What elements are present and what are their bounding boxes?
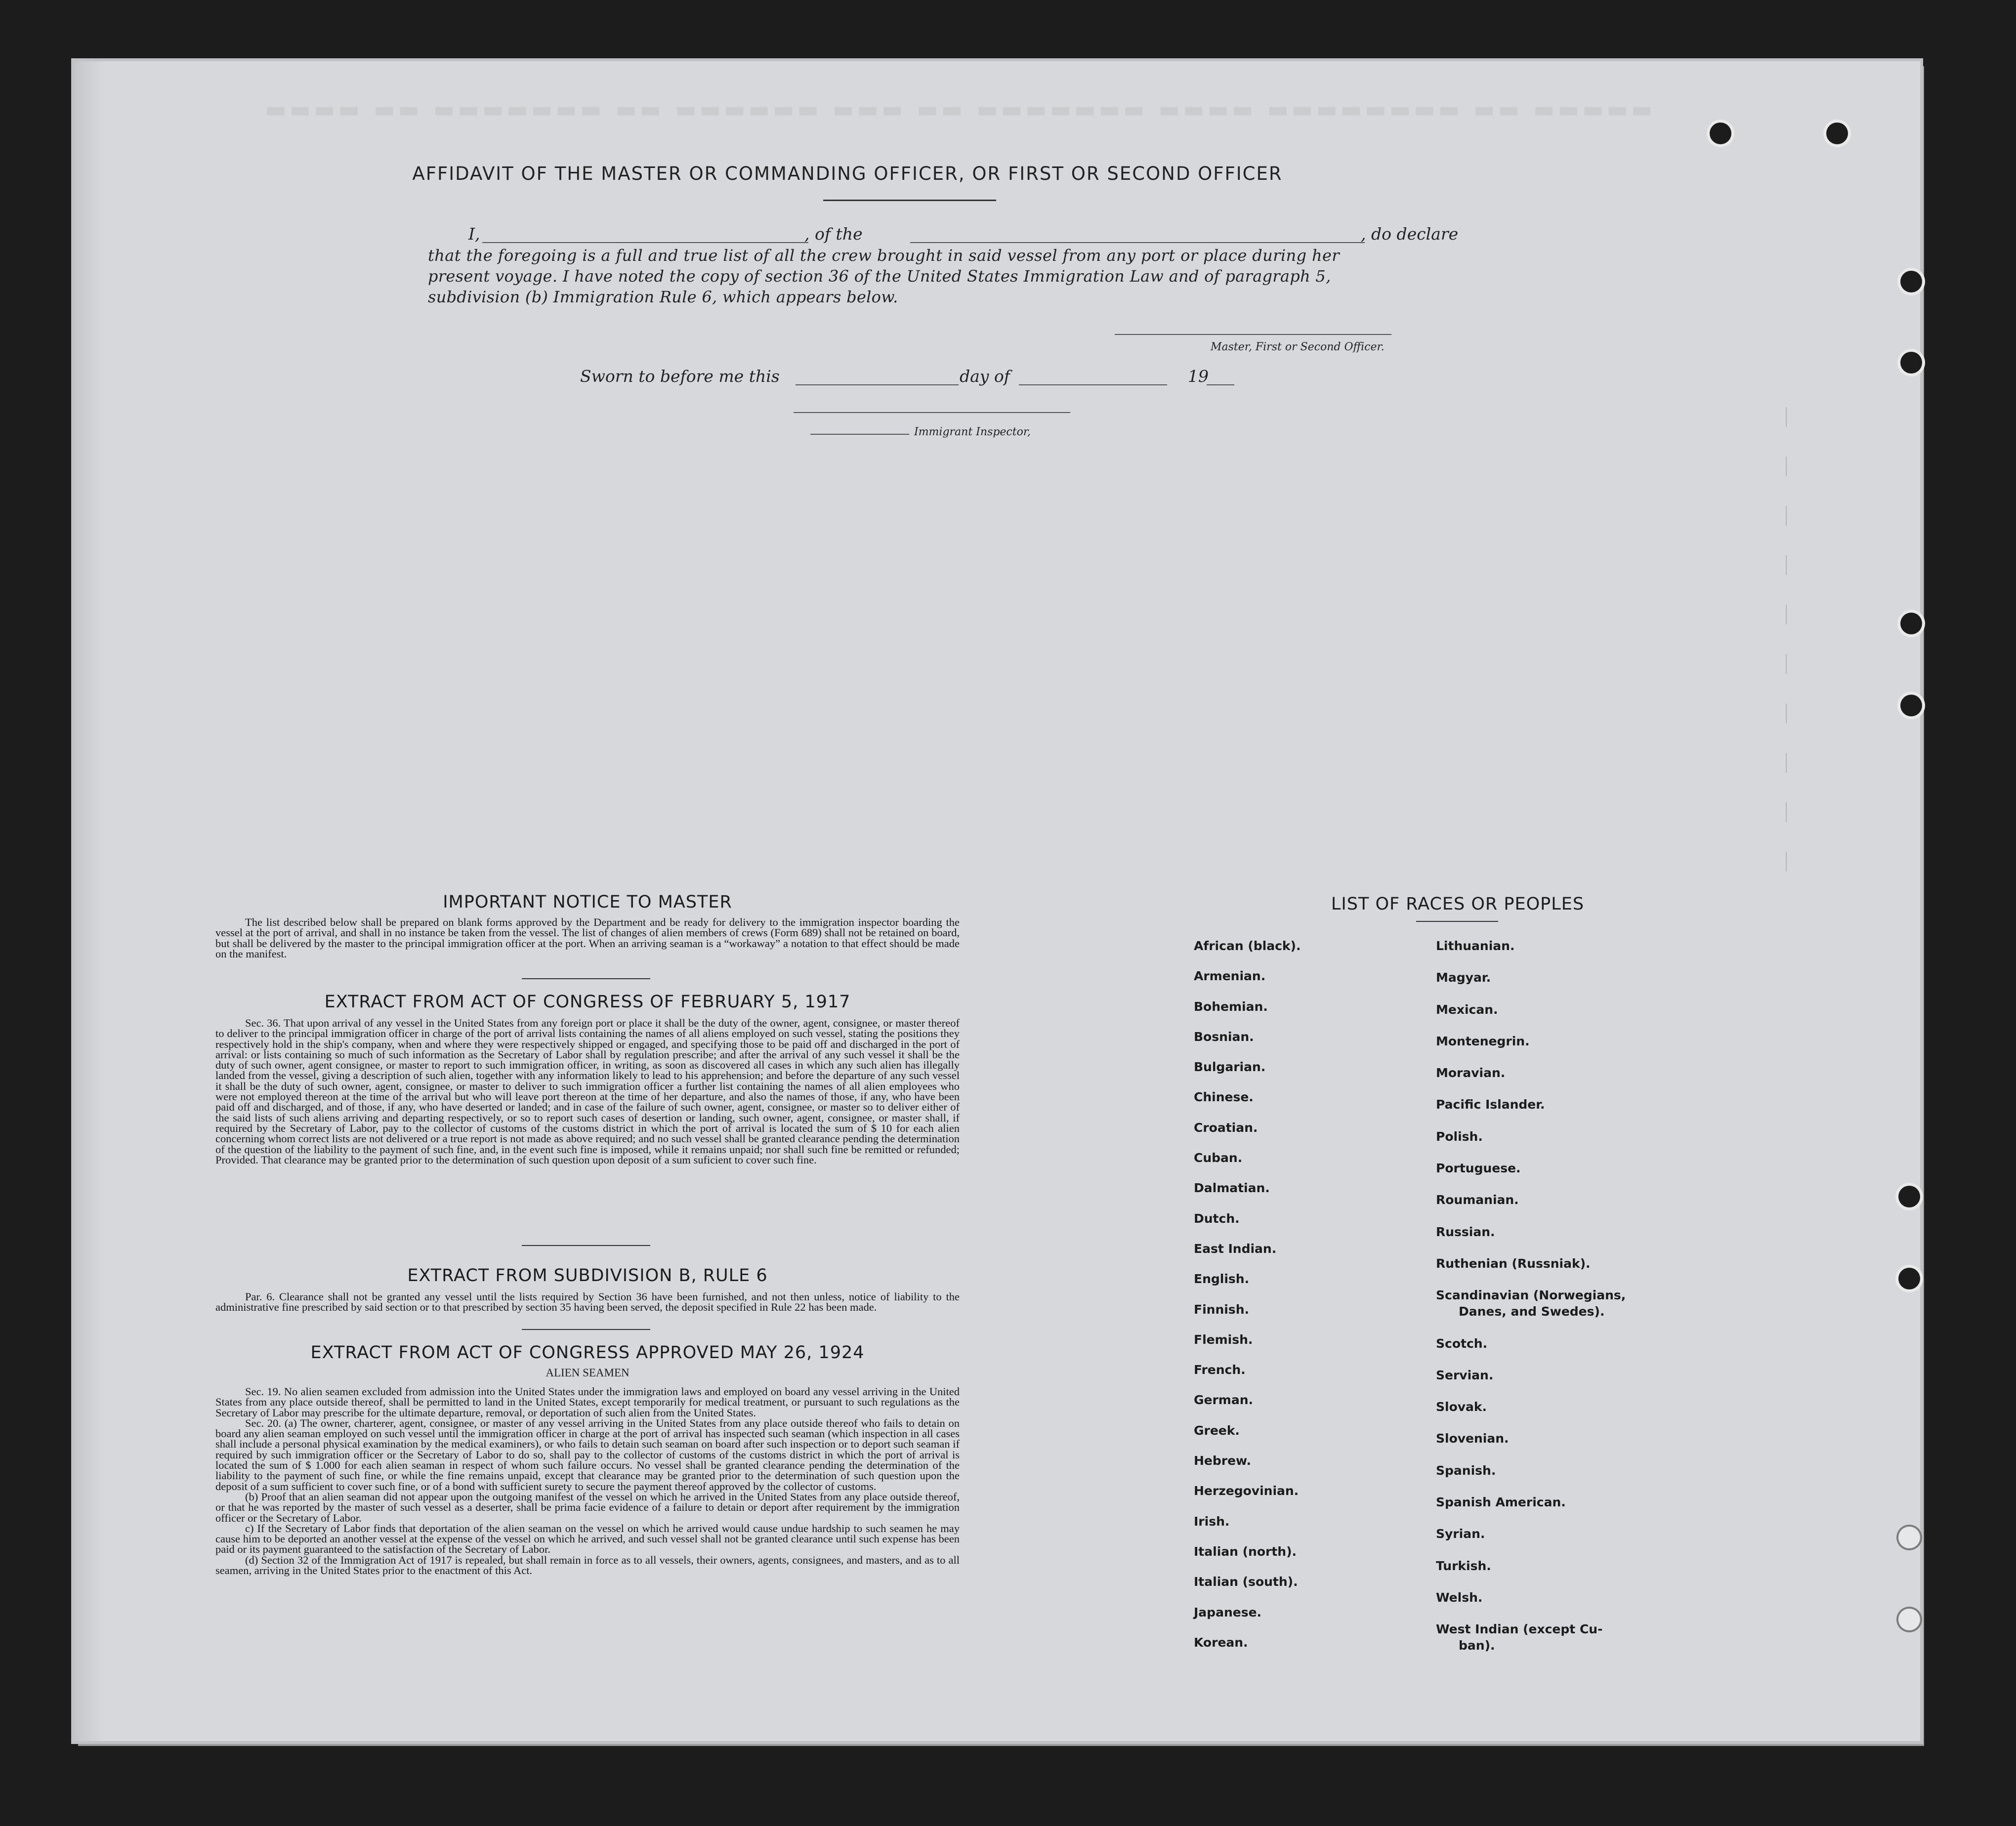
race-item: Bosnian.: [1194, 1029, 1254, 1044]
race-item: Portuguese.: [1436, 1161, 1521, 1176]
affidavit-line3: present voyage. I have noted the copy of section 36 of the United States Immigration Law and of paragraph 5,: [428, 267, 1331, 286]
race-item: French.: [1194, 1363, 1246, 1377]
affidavit-title: AFFIDAVIT OF THE MASTER OR COMMANDING OFFICER, OR FIRST OR SECOND OFFICER: [412, 163, 1283, 184]
race-item: Bohemian.: [1194, 999, 1268, 1014]
margin-mark: [1786, 654, 1787, 674]
act-1924-text: [215, 1386, 960, 1576]
document-page: [74, 61, 1920, 1741]
race-item: Danes, and Swedes).: [1459, 1304, 1605, 1319]
margin-mark: [1786, 704, 1787, 723]
race-item: Herzegovinian.: [1194, 1484, 1299, 1498]
races-underline: [1416, 921, 1498, 922]
race-item: Pacific Islander.: [1436, 1097, 1545, 1112]
divider: [522, 978, 650, 979]
punch-hole-icon: [1900, 352, 1922, 374]
race-item: Greek.: [1194, 1423, 1240, 1438]
divider: [522, 1329, 650, 1330]
race-item: Cuban.: [1194, 1151, 1243, 1165]
affidavit-line1-declare: , do declare: [1361, 224, 1459, 244]
race-item: Korean.: [1194, 1635, 1248, 1650]
month-blank: [1019, 384, 1167, 385]
race-item: Spanish.: [1436, 1463, 1496, 1478]
race-item: Scotch.: [1436, 1336, 1488, 1351]
margin-mark: [1786, 407, 1787, 427]
punch-hole-icon: [1826, 123, 1848, 144]
notice-text: [215, 917, 960, 959]
race-item: Mexican.: [1436, 1002, 1498, 1017]
signature-line: [1115, 334, 1391, 335]
race-item: Turkish.: [1436, 1558, 1491, 1573]
race-item: Italian (south).: [1194, 1575, 1298, 1589]
race-item: ban).: [1459, 1638, 1495, 1653]
punch-hole-icon: [1900, 613, 1922, 634]
races-column-1: [1194, 939, 1301, 1665]
race-item: Syrian.: [1436, 1527, 1485, 1541]
sworn-label: Sworn to before me this: [580, 367, 780, 386]
race-item: Montenegrin.: [1436, 1034, 1530, 1048]
bleed-through-text: ▬▬▬▬▬ ▬▬ ▬▬▬▬▬▬▬▬ ▬▬▬▬ ▬▬▬▬▬▬▬ ▬▬ ▬▬▬ ▬▬▬▬▬▬ ▬▬ ▬▬▬▬▬▬▬ ▬▬ ▬▬▬▬: [262, 96, 1653, 123]
race-item: Roumanian.: [1436, 1193, 1519, 1207]
race-item: Japanese.: [1194, 1605, 1262, 1619]
act-1917-text: [215, 1018, 960, 1165]
race-item: Slovenian.: [1436, 1431, 1509, 1446]
rule-6-title: EXTRACT FROM SUBDIVISION B, RULE 6: [407, 1266, 768, 1286]
act-1924-subtitle: ALIEN SEAMEN: [546, 1367, 630, 1379]
race-item: Dutch.: [1194, 1211, 1240, 1226]
race-item: Croatian.: [1194, 1120, 1258, 1135]
act-1924-title: EXTRACT FROM ACT OF CONGRESS APPROVED MAY 26, 1924: [310, 1343, 865, 1363]
vessel-blank: [910, 242, 1365, 243]
race-item: Polish.: [1436, 1129, 1483, 1144]
race-item: Slovak.: [1436, 1400, 1487, 1414]
affidavit-line1-of-the: , of the: [804, 224, 863, 244]
race-item: African (black).: [1194, 939, 1301, 953]
year-label: 19: [1188, 367, 1209, 386]
divider: [522, 1245, 650, 1246]
notice-paragraph: The list described below shall be prepared on blank forms approved by the Department and be ready for delivery to the immigration inspector boarding the vessel at the port of arrival, and shall in no instance be taken from the vessel. The list of changes of alien members of crews (Form 689) shall not be retained on board, but shall be delivered by the master to the principal immigration officer at the port. When an arriving seaman is a “workaway” a notation to that effect should be made on the manifest.: [215, 916, 960, 960]
rule-6-text: [215, 1291, 960, 1313]
affidavit-line1-i: I,: [468, 224, 480, 244]
margin-mark: [1786, 605, 1787, 624]
races-column-2: [1436, 939, 1626, 1655]
punch-hole-icon: [1710, 123, 1731, 144]
punch-hole-icon: [1900, 695, 1922, 716]
act-1924-sec20b: (b) Proof that an alien seaman did not appear upon the outgoing manifest of the vessel on which he arrived in the United States from any place outside thereof, or that he was reported by the master of such vessel as a deserter, shall be prima facie evidence of a failure to detain or deport after requirement by the immigration officer or the Secretary of Labor.: [215, 1490, 960, 1524]
race-item: Russian.: [1436, 1224, 1495, 1239]
race-item: Flemish.: [1194, 1332, 1253, 1347]
race-item: Hebrew.: [1194, 1453, 1252, 1468]
inspector-caption: Immigrant Inspector,: [914, 426, 1031, 438]
year-blank: [1207, 384, 1234, 385]
punch-hole-icon: [1898, 1527, 1920, 1548]
affidavit-line4: subdivision (b) Immigration Rule 6, which appears below.: [428, 288, 898, 306]
act-1917-paragraph: Sec. 36. That upon arrival of any vessel in the United States from any foreign port or place it shall be the duty of the owner, agent, consignee, or master thereof to deliver to the principal immigration officer in charge of the port of arrival lists containing the names of all aliens employed on such vessel, stating the positions they respectively hold in the ship's company, when and where they were respectively shipped or engaged, and specifying those to be paid off and discharged in the port of arrival: or lists containing so much of such information as the Secretary of Labor shall by regulation prescribe; and after the arrival of any such vessel it shall be the duty of such owner, agent consignee, or master to report to such immigration officer, in writing, as soon as discovered all cases in which any such alien has illegally landed from the vessel, giving a description of such alien, together with any information likely to lead to his apprehension; and before the departure of any such vessel it shall be the duty of such owner, agent, consignee, or master to deliver to such immigration officer a further list containing the names of all alien employees who were not employed thereon at the time of the arrival but who will leave port thereon at the time of her departure, and also the names of those, if any, who have been paid off and discharged, and of those, if any, who have deserted or landed; and in case of the failure of such owner, agent, consignee, or master so to deliver either of the said lists of such aliens arriving and departing respectively, or so to report such cases of desertion or landing, such owner, agent, consignee, or master shall, if required by the Secretary of Labor, pay to the collector of customs of the customs district in which the port of arrival is located the sum of $ 10 for each alien concerning whom correct lists are not delivered or a true report is not made as above required; and no such vessel shall be granted clearance pending the determination of the question of the liability to the payment of such fine, and, in the event such fine is imposed, while it remains unpaid; nor shall such fine be remitted or refunded; Provided. That clearance may be granted prior to the determination of such question upon deposit of a sum suficient to cover such fine.: [215, 1017, 960, 1166]
margin-mark: [1786, 555, 1787, 575]
race-item: Bulgarian.: [1194, 1060, 1266, 1075]
name-blank: [482, 242, 808, 243]
race-item: Dalmatian.: [1194, 1181, 1270, 1196]
act-1924-sec19: Sec. 19. No alien seamen excluded from admission into the United States under the immigration laws and employed on board any vessel arriving in the United States from any place outside thereof, shall be permitted to land in the United States, except temporarily for medical treatment, or pursuant to such regulations as the Secretary of Labor may prescribe for the ultimate departure, removal, or deportation of such alien from the United States.: [215, 1385, 960, 1419]
act-1917-title: EXTRACT FROM ACT OF CONGRESS OF FEBRUARY 5, 1917: [324, 992, 851, 1012]
affidavit-line2: that the foregoing is a full and true list of all the crew brought in said vessel from any port or place during her: [428, 246, 1340, 265]
act-1924-sec20a: Sec. 20. (a) The owner, charterer, agent, consignee, or master of any vessel arriving in the United States from any place outside thereof who fails to detain on board any alien seaman employed on such vessel until the immigration officer in charge at the port of arrival has inspected such seaman (which inspection in all cases shall include a personal physical examination by the medical examiners), or who fails to detain such seaman on board after such inspection or to deport such seaman if required by such immigration officer or the Secretary of Labor to do so, shall pay to the collector of customs of the customs district in which the port of arrival is located the sum of $ 1.000 for each alien seaman in respect of whom such failure occurs. No vessel shall be granted clearance pending the determination of the liability to the payment of such fine, or while the fine remains unpaid, except that clearance may be granted prior to the determination of such question upon the deposit of a sum sufficient to cover such fine, or of a bond with sufficient surety to secure the payment thereof approved by the collector of customs.: [215, 1416, 960, 1493]
margin-mark: [1786, 802, 1787, 822]
rule-6-paragraph: Par. 6. Clearance shall not be granted any vessel until the lists required by Section 36 have been furnished, and not then unless, notice of liability to the administrative fine prescribed by said section or to that prescribed by section 35 having been served, the deposit specified in Rule 22 has been made.: [215, 1290, 960, 1314]
act-1924-sec20c: c) If the Secretary of Labor finds that deportation of the alien seaman on the vessel on which he arrived would cause undue hardship to such seamen he may cause him to be deported an another vessel at the expense of the vessel on which he arrived, and such vessel shall not be granted clearance until such expense has been paid or its payment guaranteed to the satisfaction of the Secretary of Labor.: [215, 1522, 960, 1556]
margin-mark: [1786, 852, 1787, 872]
race-item: Welsh.: [1436, 1590, 1483, 1605]
race-item: Armenian.: [1194, 969, 1266, 984]
races-title: LIST OF RACES OR PEOPLES: [1331, 894, 1585, 914]
day-of-label: day of: [960, 367, 1010, 386]
race-item: Magyar.: [1436, 970, 1491, 985]
title-underline: [823, 200, 996, 201]
margin-mark: [1786, 506, 1787, 526]
race-item: German.: [1194, 1393, 1254, 1408]
punch-hole-icon: [1898, 1186, 1920, 1207]
race-item: Lithuanian.: [1436, 939, 1515, 953]
race-item: English.: [1194, 1272, 1250, 1286]
race-item: Scandinavian (Norwegians,: [1436, 1288, 1626, 1303]
race-item: Ruthenian (Russniak).: [1436, 1256, 1591, 1271]
margin-mark: [1786, 456, 1787, 476]
notice-title: IMPORTANT NOTICE TO MASTER: [443, 892, 732, 912]
race-item: West Indian (except Cu-: [1436, 1622, 1603, 1637]
inspector-caption-line: [810, 434, 909, 435]
race-item: Irish.: [1194, 1514, 1230, 1529]
race-item: Spanish American.: [1436, 1495, 1566, 1510]
punch-hole-icon: [1898, 1268, 1920, 1289]
race-item: Italian (north).: [1194, 1544, 1297, 1559]
punch-hole-icon: [1898, 1609, 1920, 1630]
race-item: Servian.: [1436, 1368, 1494, 1382]
inspector-signature-line: [794, 412, 1070, 413]
race-item: East Indian.: [1194, 1241, 1277, 1256]
day-blank: [796, 384, 959, 385]
act-1924-sec20d: (d) Section 32 of the Immigration Act of 1917 is repealed, but shall remain in force as to all vessels, their owners, agents, consignees, and masters, and as to all seamen, arriving in the United States prior to the enactment of this Act.: [215, 1553, 960, 1577]
margin-mark: [1786, 753, 1787, 773]
signature-caption: Master, First or Second Officer.: [1211, 341, 1385, 353]
punch-hole-icon: [1900, 271, 1922, 292]
race-item: Finnish.: [1194, 1302, 1249, 1317]
race-item: Chinese.: [1194, 1090, 1254, 1105]
race-item: Moravian.: [1436, 1066, 1506, 1080]
